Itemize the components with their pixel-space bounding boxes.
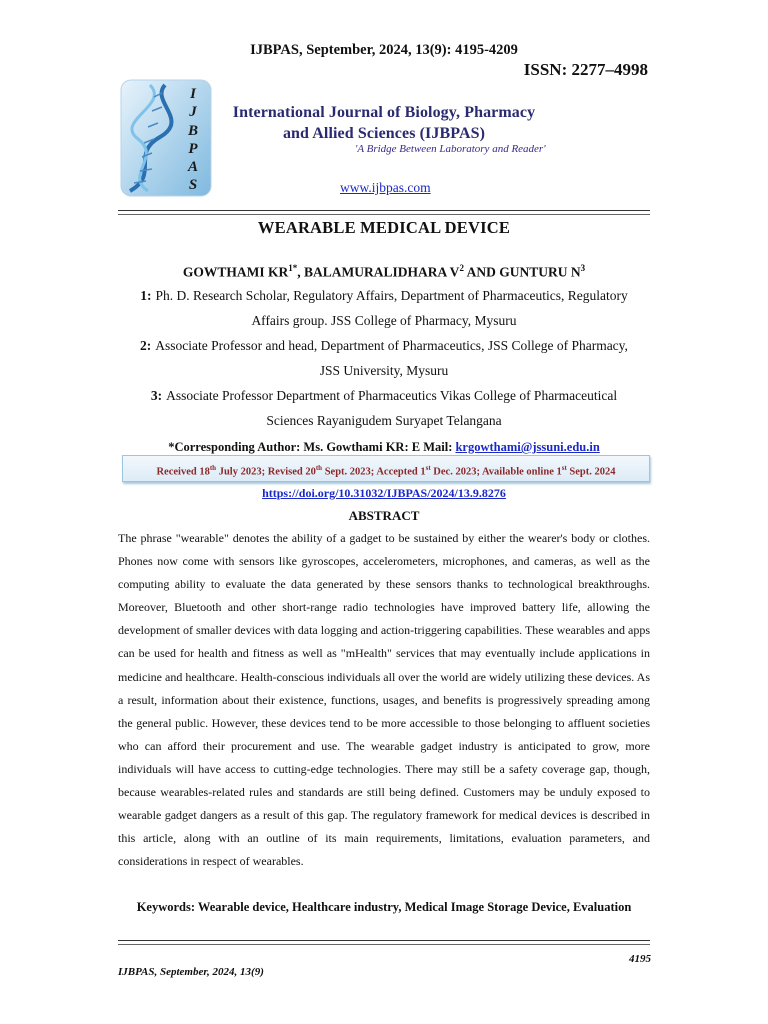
author-separator: , — [297, 264, 305, 280]
page-number: 4195 — [629, 953, 651, 965]
journal-title — [221, 102, 547, 144]
doi-link[interactable]: https://doi.org/10.31032/IJBPAS/2024/13.9.8276 — [262, 486, 506, 500]
date-superscript: th — [209, 464, 217, 472]
footer-rule-bottom — [118, 944, 650, 945]
author-list — [0, 263, 768, 281]
author-superscript: 2 — [459, 263, 464, 273]
affiliation-text: JSS University, Mysuru — [319, 362, 449, 378]
logo-letters — [184, 85, 202, 195]
corresponding-email-link[interactable]: krgowthami@jssuni.edu.in — [455, 440, 600, 454]
affiliation-text: Associate Professor and head, Department of Pharmaceutics, JSS College of Pharmacy, — [155, 338, 628, 353]
revised-date: Revised 20 — [267, 466, 316, 478]
publication-dates-box — [122, 455, 650, 482]
author-name: BALAMURALIDHARA V — [304, 264, 460, 280]
online-date: Available online 1 — [482, 466, 562, 478]
author-name: GOWTHAMI KR — [182, 264, 289, 280]
header-rule-bottom — [118, 214, 650, 215]
affiliation-number: 2: — [140, 338, 152, 353]
journal-tagline: 'A Bridge Between Laboratory and Reader' — [355, 143, 546, 155]
author-superscript: 1* — [288, 263, 298, 273]
logo-letter: J — [189, 104, 197, 121]
author-separator: AND — [463, 264, 500, 280]
keywords-list: Wearable device, Healthcare industry, Medical Image Storage Device, Evaluation — [197, 900, 632, 914]
accepted-date: Accepted 1 — [376, 466, 426, 478]
revised-date: Sept. 2023; — [322, 466, 377, 478]
issn: ISSN: 2277–4998 — [523, 60, 648, 79]
affiliation-text: Ph. D. Research Scholar, Regulatory Affairs, Department of Pharmaceutics, Regulatory — [155, 288, 628, 303]
keywords — [0, 900, 768, 915]
paper-title: WEARABLE MEDICAL DEVICE — [257, 218, 511, 237]
received-date: July 2023; — [216, 466, 268, 478]
affiliation-text: Affairs group. JSS College of Pharmacy, Mysuru — [251, 312, 517, 328]
journal-title-line: International Journal of Biology, Pharmacy — [232, 104, 536, 121]
date-superscript: st — [425, 464, 431, 472]
date-superscript: st — [561, 464, 567, 472]
affiliation-number: 1: — [140, 288, 152, 303]
affiliation-2 — [118, 334, 650, 383]
footer-rule-top — [118, 940, 650, 941]
affiliation-number: 3: — [150, 388, 163, 403]
accepted-date: Dec. 2023; — [430, 466, 482, 478]
footer-journal-ref: IJBPAS, September, 2024, 13(9) — [118, 966, 264, 978]
journal-website-link[interactable]: www.ijbpas.com — [340, 180, 431, 195]
logo-letter: B — [187, 122, 198, 139]
online-date: Sept. 2024 — [566, 466, 616, 478]
author-name: GUNTURU N — [499, 264, 581, 280]
header-rule-top — [118, 210, 650, 211]
author-superscript: 3 — [580, 263, 586, 273]
affiliation-3 — [118, 384, 650, 433]
affiliation-1 — [118, 284, 650, 333]
date-superscript: th — [315, 464, 323, 472]
journal-logo — [120, 79, 212, 197]
abstract-heading: ABSTRACT — [348, 508, 420, 523]
logo-letter: I — [190, 86, 196, 102]
corresponding-author — [0, 440, 768, 455]
abstract-text: The phrase "wearable" denotes the ability of a gadget to be sustained by either the wearer's body or clothes. Phones now come with sensors like gyroscopes, accelerometers, microphones, and cameras, as well as the computing ability to evaluate the data generated by these sensors thanks to technological breakthroughs. Moreover, Bluetooth and other short-range radio technologies have improved battery life, allowing the development of smaller devices with data logging and action-triggering capabilities. These wearables and apps can be used for health and fitness as well as "mHealth" services that may eventually include applications in medicine and healthcare. Health-conscious individuals all over the world are widely utilizing these devices. As a result, information about their existence, functions, usages, and benefits is progressively spreading among the general public. However, these devices tend to be more accessible to those belonging to affluent societies who can afford their procurement and use. The wearable gadget industry is anticipated to grow, more individuals will have access to cutting-edge technologies. There may still be a safety coverage gap, though, because wearables-related rules and standards are still being defined. Customers may be unduly exposed to wearable gadget dangers as a result of this gap. The regulatory framework for medical devices is described in this article, along with an outline of its main requirements, limitations, evaluation parameters, and considerations in respect of wearables. — [118, 531, 650, 869]
journal-title-line: and Allied Sciences (IJBPAS) — [282, 125, 486, 142]
affiliation-text: Associate Professor Department of Pharmaceutics Vikas College of Pharmaceutical — [166, 388, 618, 403]
issue-line: IJBPAS, September, 2024, 13(9): 4195-4209 — [250, 42, 518, 58]
logo-letter: P — [188, 140, 198, 157]
affiliation-text: Sciences Rayanigudem Suryapet Telangana — [266, 412, 502, 428]
received-date: Received 18 — [156, 466, 210, 478]
logo-letter: A — [187, 159, 198, 176]
keywords-label: Keywords: — [136, 900, 198, 914]
corresponding-label: *Corresponding Author: Ms. Gowthami KR: E Mail: — [168, 440, 456, 454]
logo-letter: S — [188, 177, 198, 194]
